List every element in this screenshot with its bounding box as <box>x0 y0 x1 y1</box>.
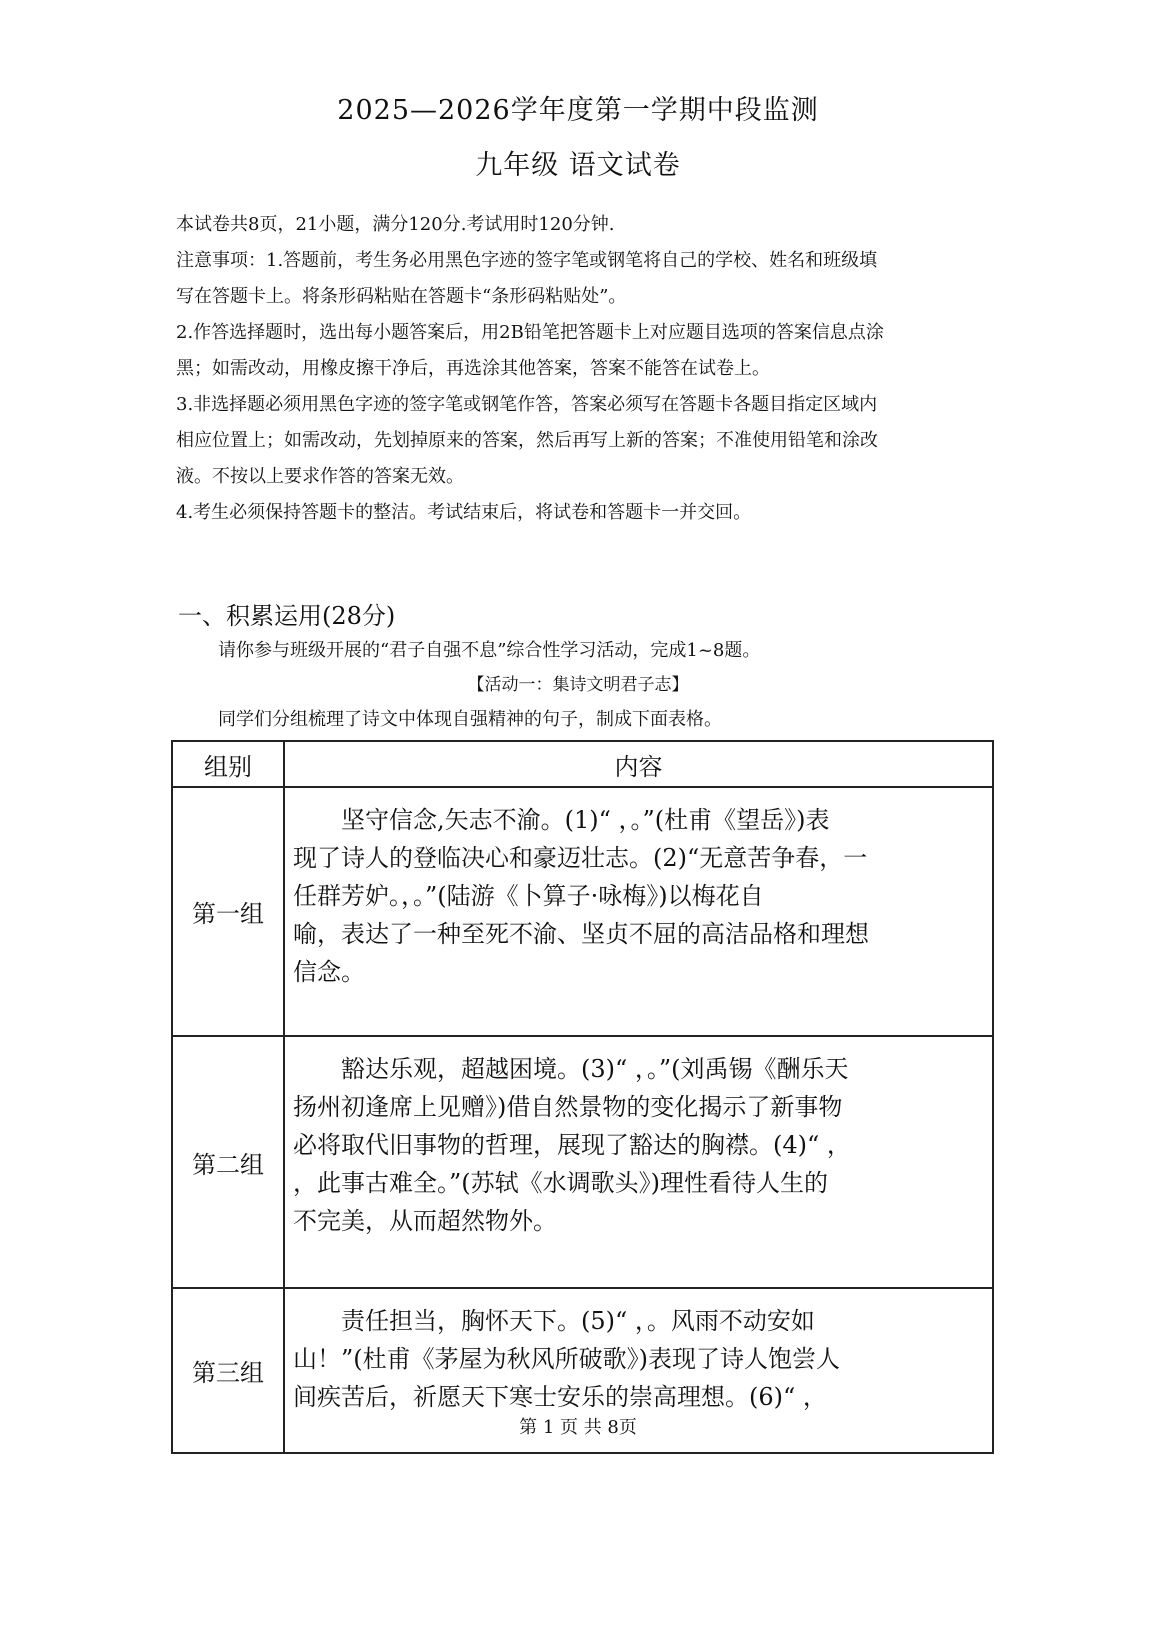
instruction-line: 液。不按以上要求作答的答案无效。 <box>176 466 464 487</box>
content-line: 豁达乐观，超越困境。(3)“ ，。”(刘禹锡《酬乐天 <box>293 1055 849 1083</box>
instruction-line: 4.考生必须保持答题卡的整洁。考试结束后，将试卷和答题卡一并交回。 <box>176 502 752 523</box>
header-group: 组别 <box>172 741 284 787</box>
content-line: 山！”(杜甫《茅屋为秋风所破歌》)表现了诗人饱尝人 <box>293 1345 840 1373</box>
content-line: 不完美，从而超然物外。 <box>293 1207 557 1235</box>
page-number: 第 1 页 共 8页 <box>519 1417 637 1438</box>
instruction-line: 2.作答选择题时，选出每小题答案后，用2B铅笔把答题卡上对应题目选项的答案信息点涂 <box>176 322 884 343</box>
group-label: 第三组 <box>172 1288 284 1453</box>
content-line: 信念。 <box>293 958 365 986</box>
exam-subtitle: 九年级 语文试卷 <box>475 150 681 181</box>
group-label: 第一组 <box>172 787 284 1036</box>
content-line: 间疾苦后，祈愿天下寒士安乐的崇高理想。(6)“ ， <box>293 1383 827 1411</box>
content-line: 喻，表达了一种至死不渝、坚贞不屈的高洁品格和理想 <box>293 920 869 948</box>
exam-title: 2025—2026学年度第一学期中段监测 <box>337 95 819 126</box>
instruction-line: 注意事项：1.答题前，考生务必用黑色字迹的签字笔或钢笔将自己的学校、姓名和班级填 <box>176 250 878 271</box>
instruction-line: 3.非选择题必须用黑色字迹的签字笔或钢笔作答，答案必须写在答题卡各题目指定区域内 <box>176 394 878 415</box>
exam-instructions <box>176 207 996 531</box>
poetry-table <box>171 740 994 1454</box>
content-line: 责任担当，胸怀天下。(5)“ ，。风雨不动安如 <box>293 1307 815 1335</box>
table-intro: 同学们分组梳理了诗文中体现自强精神的句子，制成下面表格。 <box>218 709 722 730</box>
instruction-line: 写在答题卡上。将条形码粘贴在答题卡“条形码粘贴处”。 <box>176 286 627 307</box>
content-line: 现了诗人的登临决心和豪迈壮志。(2)“无意苦争春，一 <box>293 844 868 872</box>
header-content: 内容 <box>284 741 993 787</box>
content-line: 必将取代旧事物的哲理，展现了豁达的胸襟。(4)“ ， <box>293 1131 851 1159</box>
activity-title: 【活动一：集诗文明君子志】 <box>467 675 689 695</box>
section-intro: 请你参与班级开展的“君子自强不息”综合性学习活动，完成1~8题。 <box>218 640 761 661</box>
content-cell <box>284 787 993 1036</box>
table-header-row <box>172 741 993 787</box>
content-line: 任群芳妒。，。”(陆游《卜算子·咏梅》)以梅花自 <box>293 882 764 910</box>
group-label: 第二组 <box>172 1036 284 1288</box>
instruction-line: 黑；如需改动，用橡皮擦干净后，再选涂其他答案，答案不能答在试卷上。 <box>176 358 770 379</box>
content-line: 扬州初逢席上见赠》)借自然景物的变化揭示了新事物 <box>293 1093 843 1121</box>
instruction-line: 本试卷共8页，21小题，满分120分.考试用时120分钟. <box>176 214 615 235</box>
instruction-line: 相应位置上；如需改动，先划掉原来的答案，然后再写上新的答案；不准使用铅笔和涂改 <box>176 430 878 451</box>
table-row <box>172 787 993 1036</box>
table-row <box>172 1036 993 1288</box>
content-cell <box>284 1036 993 1288</box>
section-heading: 一、积累运用(28分) <box>178 602 396 630</box>
content-line: 坚守信念,矢志不渝。(1)“ ，。”(杜甫《望岳》)表 <box>293 806 830 834</box>
content-line: ，此事古难全。”(苏轼《水调歌头》)理性看待人生的 <box>293 1169 828 1197</box>
